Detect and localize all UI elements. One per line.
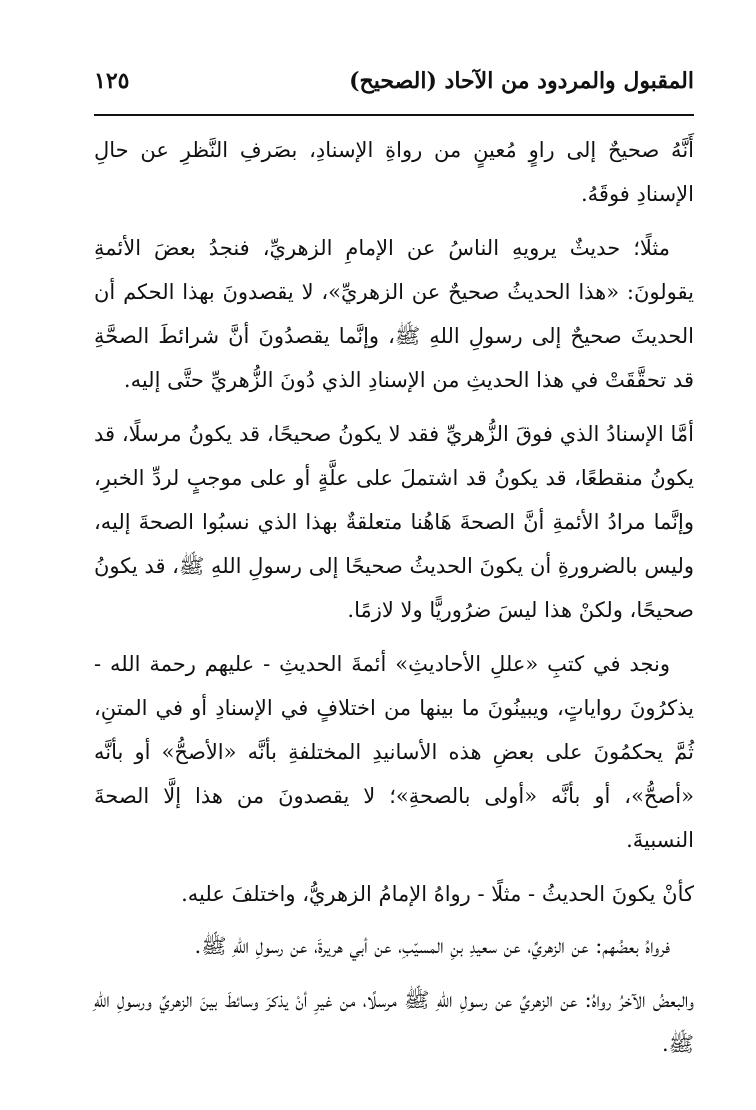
paragraph-first-narration: فرواهُ بعضُهم: عن الزهريِّ، عن سعيدِ بنِ المسيّبِ، عن أبي هريرةَ، عن رسولِ اللهِ ﷺ. [194, 934, 670, 958]
paragraph-zuhri-example: كأنْ يكونَ الحديثُ - مثلًا - رواهُ الإمامُ الزهريُّ، واختلفَ عليه. [181, 882, 694, 906]
paragraph-second-narration: والبعضُ الآخرُ رواهُ: عن الزهريِّ عن رسولِ اللهِ ﷺ مرسلًا، من غيرِ أنْ يذكرَ وسائطَ بينَ الزهريِّ ورسولِ اللهِ ﷺ. [94, 988, 694, 1056]
paragraph-example: مثلًا؛ حديثٌ يرويهِ الناسُ عن الإمامِ الزهريِّ، فنجدُ بعضَ الأئمةِ يقولونَ: «هذا الحديثُ صحيحٌ عن الزهريِّ»، لا يقصدونَ بهذا الحكم أن الحديثَ صحيحٌ إلى رسولِ اللهِ ﷺ، وإنَّما يقصدُونَ أنَّ شرائطَ الصحَّةِ قد تحقَّقَتْ في هذا الحديثِ من الإسنادِ الذي دُونَ الزُّهريِّ حتَّى إليه. [94, 236, 694, 392]
page-body [94, 128, 694, 1076]
header-rule [94, 114, 694, 116]
page-number: ١٢٥ [94, 68, 130, 94]
paragraph-ilal-books: ونجد في كتبِ «عللِ الأحاديثِ» أئمةَ الحديثِ - عليهم رحمة الله - يذكرُونَ رواياتٍ، ويبينُونَ ما بينها من اختلافٍ في الإسنادِ أو في المتنِ، ثُمَّ يحكمُونَ على بعضِ هذه الأسانيدِ المختلفةِ بأنَّه «الأصحُّ» أو بأنَّه «أصحُّ»، أو بأنَّه «أولى بالصحةِ»؛ لا يقصدونَ من هذا إلَّا الصحةَ النسبيةَ. [94, 652, 694, 852]
page-header [94, 66, 694, 106]
paragraph-chain-above: أمَّا الإسنادُ الذي فوقَ الزُّهريِّ فقد لا يكونُ صحيحًا، قد يكونُ مرسلًا، قد يكونُ منقطعًا، قد يكونُ قد اشتملَ على علَّةٍ أو على موجبٍ لردِّ الخبرِ، وإنَّما مرادُ الأئمةِ أنَّ الصحةَ هَاهُنا متعلقةٌ بهذا الذي نسبُوا الصحةَ إليه، وليس بالضرورةِ أن يكونَ الحديثُ صحيحًا إلى رسولِ اللهِ ﷺ، قد يكونُ صحيحًا، ولكنْ هذا ليسَ ضرُوريًّا ولا لازمًا. [94, 422, 694, 622]
running-title: المقبول والمردود من الآحاد (الصحيح) [349, 68, 694, 94]
paragraph-continuation: أَنَّهُ صحيحٌ إلى راوٍ مُعينٍ من رواةِ الإسنادِ، بصَرفِ النَّظرِ عن حالِ الإسنادِ فوقَهُ. [94, 138, 694, 206]
